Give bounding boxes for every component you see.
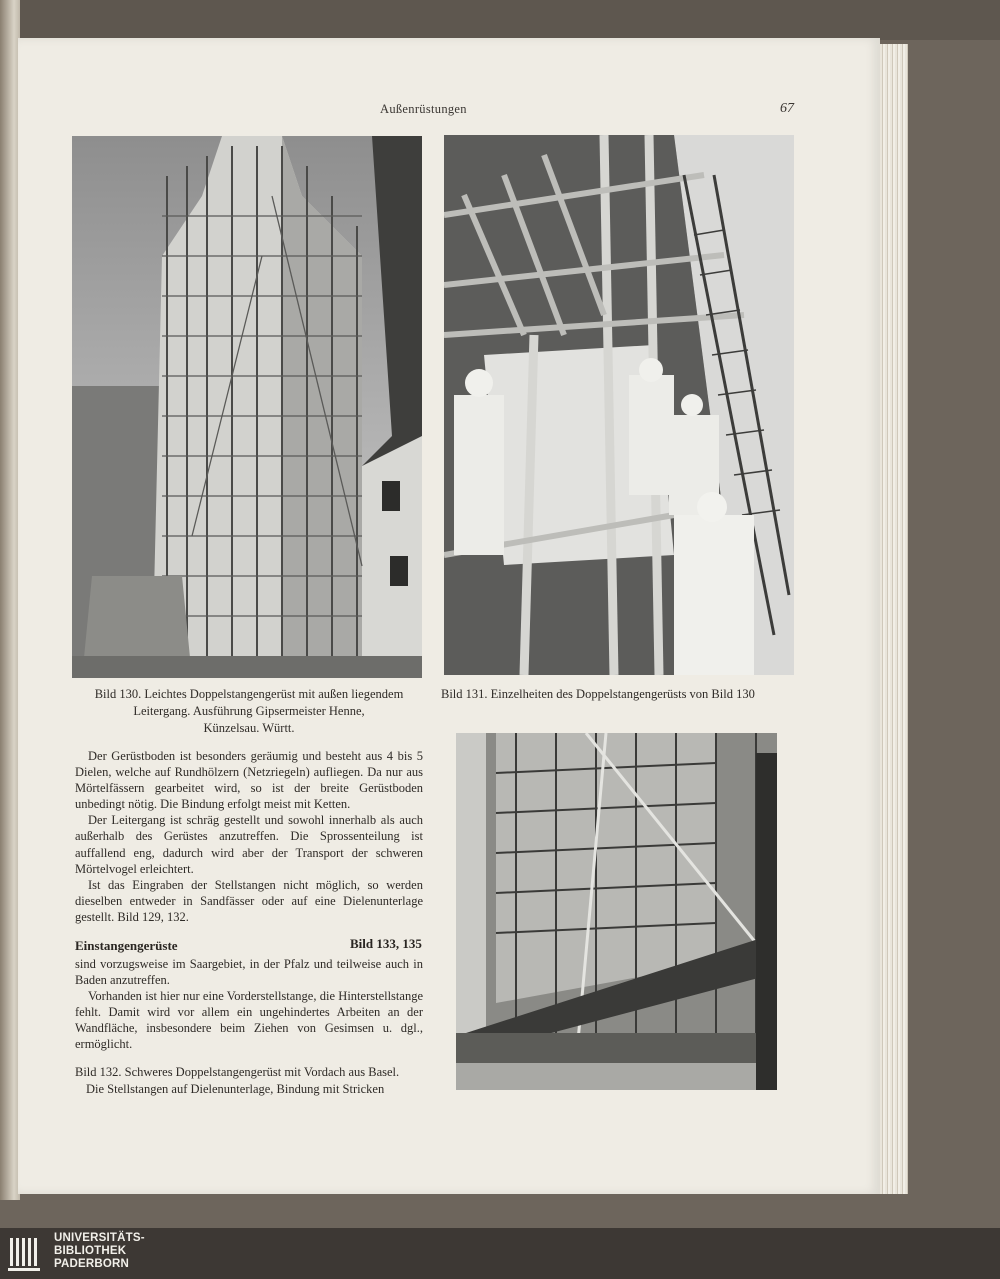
paragraph: sind vorzugsweise im Saargebiet, in der Pfalz und teilweise auch in Baden anzutreffen.: [75, 957, 423, 988]
photo-bild-131: [444, 135, 794, 675]
paragraph: Der Gerüstboden ist besonders geräumig und besteht aus 4 bis 5 Dielen, welche auf Rundhölzern (Netzriegeln) aufliegen. Da nur aus Mörtelfässern gearbeitet wird, so ist der breite Gerüstboden unbedingt nötig. Die Bindung erfolgt meist mit Ketten.: [75, 749, 423, 812]
library-logo-icon: [8, 1234, 44, 1274]
caption-bild-132: [75, 1064, 435, 1098]
paragraph: Ist das Eingraben der Stellstangen nicht möglich, so werden dieselben entweder in Sandfässer oder auf eine Dielenunterlage gestellt. Bild 129, 132.: [75, 877, 423, 924]
body-text-block-2: [75, 956, 423, 1053]
caption-bild-130-line3: Künzelsau. Württ.: [203, 721, 295, 735]
running-head: Außenrüstungen: [380, 102, 467, 116]
caption-bild-130: [73, 686, 425, 737]
library-name-line1: UNIVERSITÄTS-: [54, 1232, 145, 1244]
page-stack-edge: [880, 44, 908, 1194]
caption-bild-132-line1: Bild 132. Schweres Doppelstangengerüst mit Vordach aus Basel.: [75, 1065, 400, 1079]
photo-bild-132: [456, 733, 777, 1090]
body-text-block-1: [75, 748, 423, 925]
caption-bild-130-line1: Bild 130. Leichtes Doppelstangengerüst mit außen liegendem: [94, 687, 404, 701]
library-name-line2: BIBLIOTHEK: [54, 1245, 127, 1257]
caption-bild-130-line2: Leitergang. Ausführung Gipsermeister Henne,: [133, 704, 365, 718]
caption-bild-131: Bild 131. Einzelheiten des Doppelstangengerüsts von Bild 130: [441, 687, 755, 701]
library-footer-bar: [0, 1228, 1000, 1279]
page-number: 67: [780, 101, 794, 116]
left-page-edge: [0, 0, 20, 1200]
paragraph: Der Leitergang ist schräg gestellt und sowohl innerhalb als auch außerhalb des Gerüstes anzutreffen. Die Sprossenteilung ist auffallend eng, dadurch wird aber der Transport der schweren Mörtelvogel erleichtert.: [75, 813, 423, 876]
library-name-line3: PADERBORN: [54, 1258, 130, 1270]
paragraph: Vorhanden ist hier nur eine Vorderstellstange, die Hinterstellstange fehlt. Damit wird vor allem ein ungehindertes Arbeiten an der Wandfläche, insbesondere beim Ziehen von Gesimsen u. dgl., ermöglicht.: [75, 989, 423, 1052]
scan-background-top: [0, 0, 1000, 40]
caption-bild-132-line2: Die Stellstangen auf Dielenunterlage, Bindung mit Stricken: [86, 1082, 385, 1096]
section-heading-reference: Bild 133, 135: [350, 936, 422, 951]
photo-bild-130: [72, 136, 422, 678]
library-logo-text: [54, 1232, 145, 1271]
section-heading: Einstangengerüste: [75, 938, 178, 953]
